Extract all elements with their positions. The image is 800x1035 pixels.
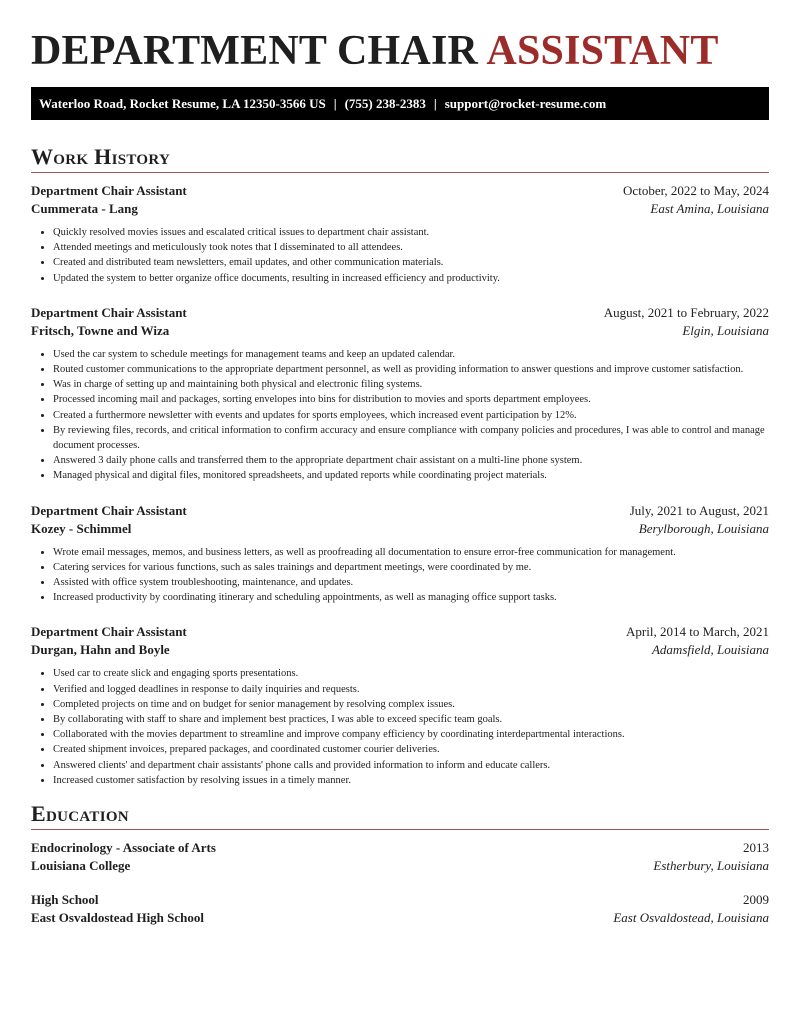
contact-separator: |: [333, 96, 337, 111]
job-title: Department Chair Assistant: [31, 624, 187, 640]
job-duty-item: • Catering services for various functions, such as sales trainings and department meetings, were coordinated by me.: [53, 560, 769, 575]
job-duty-item: • By reviewing files, records, and critical information to confirm accuracy and ensure compliance with company policies and procedures, I was able to control and manage document processes.: [53, 423, 769, 453]
job-company: Kozey - Schimmel: [31, 520, 132, 536]
contact-separator: |: [433, 96, 437, 111]
job-entry: [31, 182, 769, 286]
job-location: Berylborough, Louisiana: [638, 520, 769, 536]
job-entry: [31, 304, 769, 484]
education-school-row: [31, 909, 769, 927]
job-title: Department Chair Assistant: [31, 502, 187, 518]
education-degree: High School: [31, 892, 99, 908]
job-duty-item: • Answered clients' and department chair assistants' phone calls and provided information to inform and educate callers.: [53, 758, 769, 773]
education-year: 2009: [743, 892, 769, 908]
job-duties-list: [31, 347, 769, 484]
job-duty-item: • Managed physical and digital files, monitored spreadsheets, and updated reports while coordinating project materials.: [53, 468, 769, 483]
candidate-name: [31, 26, 769, 76]
job-header-row: [31, 182, 769, 200]
job-duty-item: • Increased productivity by coordinating itinerary and scheduling appointments, as well as managing office support tasks.: [53, 590, 769, 605]
job-entry: [31, 623, 769, 788]
name-first-part: DEPARTMENT CHAIR: [31, 28, 479, 74]
education-location: Estherbury, Louisiana: [653, 858, 769, 874]
job-entry: [31, 502, 769, 606]
name-accent-part: ASSISTANT: [486, 28, 719, 74]
job-duty-item: • Created shipment invoices, prepared packages, and coordinated customer courier deliveries.: [53, 742, 769, 757]
job-duty-item: • Attended meetings and meticulously took notes that I disseminated to all attendees.: [53, 240, 769, 255]
job-duty-item: • Completed projects on time and on budget for senior management by resolving complex issues.: [53, 697, 769, 712]
resume-page: [31, 0, 769, 927]
job-duty-item: • Processed incoming mail and packages, sorting envelopes into bins for distribution to movies and sports department employees.: [53, 392, 769, 407]
job-duty-item: • Used the car system to schedule meetings for management teams and keep an updated calendar.: [53, 347, 769, 362]
job-duty-item: • Collaborated with the movies department to streamline and improve company efficiency by coordinating interdepartmental interactions.: [53, 727, 769, 742]
job-duties-list: [31, 545, 769, 606]
job-duty-item: • Verified and logged deadlines in response to daily inquiries and requests.: [53, 682, 769, 697]
education-school: Louisiana College: [31, 858, 131, 874]
job-duties-list: [31, 225, 769, 286]
education-degree: Endocrinology - Associate of Arts: [31, 840, 216, 856]
work-history-list: [31, 182, 769, 788]
education-school: East Osvaldostead High School: [31, 910, 205, 926]
education-year: 2013: [743, 840, 769, 856]
contact-bar: [31, 87, 769, 120]
job-duty-item: • Used car to create slick and engaging sports presentations.: [53, 666, 769, 681]
job-title: Department Chair Assistant: [31, 304, 187, 320]
work-history-heading: Work History: [31, 144, 171, 169]
job-location: Adamsfield, Louisiana: [651, 642, 769, 658]
section-divider: [31, 829, 769, 830]
job-title: Department Chair Assistant: [31, 183, 187, 198]
job-header-row: [31, 304, 769, 322]
job-location: East Amina, Louisiana: [650, 201, 769, 216]
job-company: Durgan, Hahn and Boyle: [31, 642, 170, 658]
education-entry: [31, 891, 769, 927]
education-location: East Osvaldostead, Louisiana: [613, 910, 769, 926]
job-location: Elgin, Louisiana: [682, 322, 769, 338]
job-duty-item: • Assisted with office system troubleshooting, maintenance, and updates.: [53, 575, 769, 590]
job-duty-item: • Quickly resolved movies issues and escalated critical issues to department chair assistant.: [53, 225, 769, 240]
education-header-row: [31, 839, 769, 857]
education-entry: [31, 839, 769, 875]
job-company-row: [31, 520, 769, 538]
job-duty-item: • Increased customer satisfaction by resolving issues in a timely manner.: [53, 773, 769, 788]
job-company-row: [31, 200, 769, 218]
contact-email[interactable]: support@rocket-resume.com: [444, 96, 607, 111]
job-dates: July, 2021 to August, 2021: [629, 502, 769, 518]
section-divider: [31, 172, 769, 173]
education-school-row: [31, 857, 769, 875]
job-duty-item: • Created and distributed team newsletters, email updates, and other communication materials.: [53, 255, 769, 270]
job-duty-item: • Created a furthermore newsletter with events and updates for sports employees, which increased event participation by 12%.: [53, 408, 769, 423]
job-company: Cummerata - Lang: [31, 201, 138, 216]
job-duty-item: • Routed customer communications to the appropriate department personnel, as well as providing information to answer questions and improve customer satisfaction.: [53, 362, 769, 377]
job-duty-item: • Was in charge of setting up and maintaining both physical and electronic filing systems.: [53, 377, 769, 392]
job-duty-item: • Updated the system to better organize office documents, resulting in increased efficiency and productivity.: [53, 271, 769, 286]
education-header-row: [31, 891, 769, 909]
job-dates: August, 2021 to February, 2022: [603, 304, 769, 320]
job-duty-item: • Wrote email messages, memos, and business letters, as well as proofreading all documentation to ensure error-free communication for management.: [53, 545, 769, 560]
contact-address: Waterloo Road, Rocket Resume, LA 12350-3566 US: [39, 96, 326, 111]
job-duty-item: • By collaborating with staff to share and implement best practices, I was able to exceed specific team goals.: [53, 712, 769, 727]
contact-phone[interactable]: (755) 238-2383: [344, 96, 426, 111]
job-dates: October, 2022 to May, 2024: [623, 183, 769, 198]
job-dates: April, 2014 to March, 2021: [626, 624, 769, 640]
job-header-row: [31, 502, 769, 520]
job-duty-item: • Answered 3 daily phone calls and transferred them to the appropriate department chair assistant on a multi-line phone system.: [53, 453, 769, 468]
job-company-row: [31, 641, 769, 659]
education-list: [31, 839, 769, 927]
job-company-row: [31, 322, 769, 340]
job-duties-list: [31, 666, 769, 788]
job-company: Fritsch, Towne and Wiza: [31, 322, 170, 338]
education-heading: Education: [31, 801, 129, 827]
job-header-row: [31, 623, 769, 641]
